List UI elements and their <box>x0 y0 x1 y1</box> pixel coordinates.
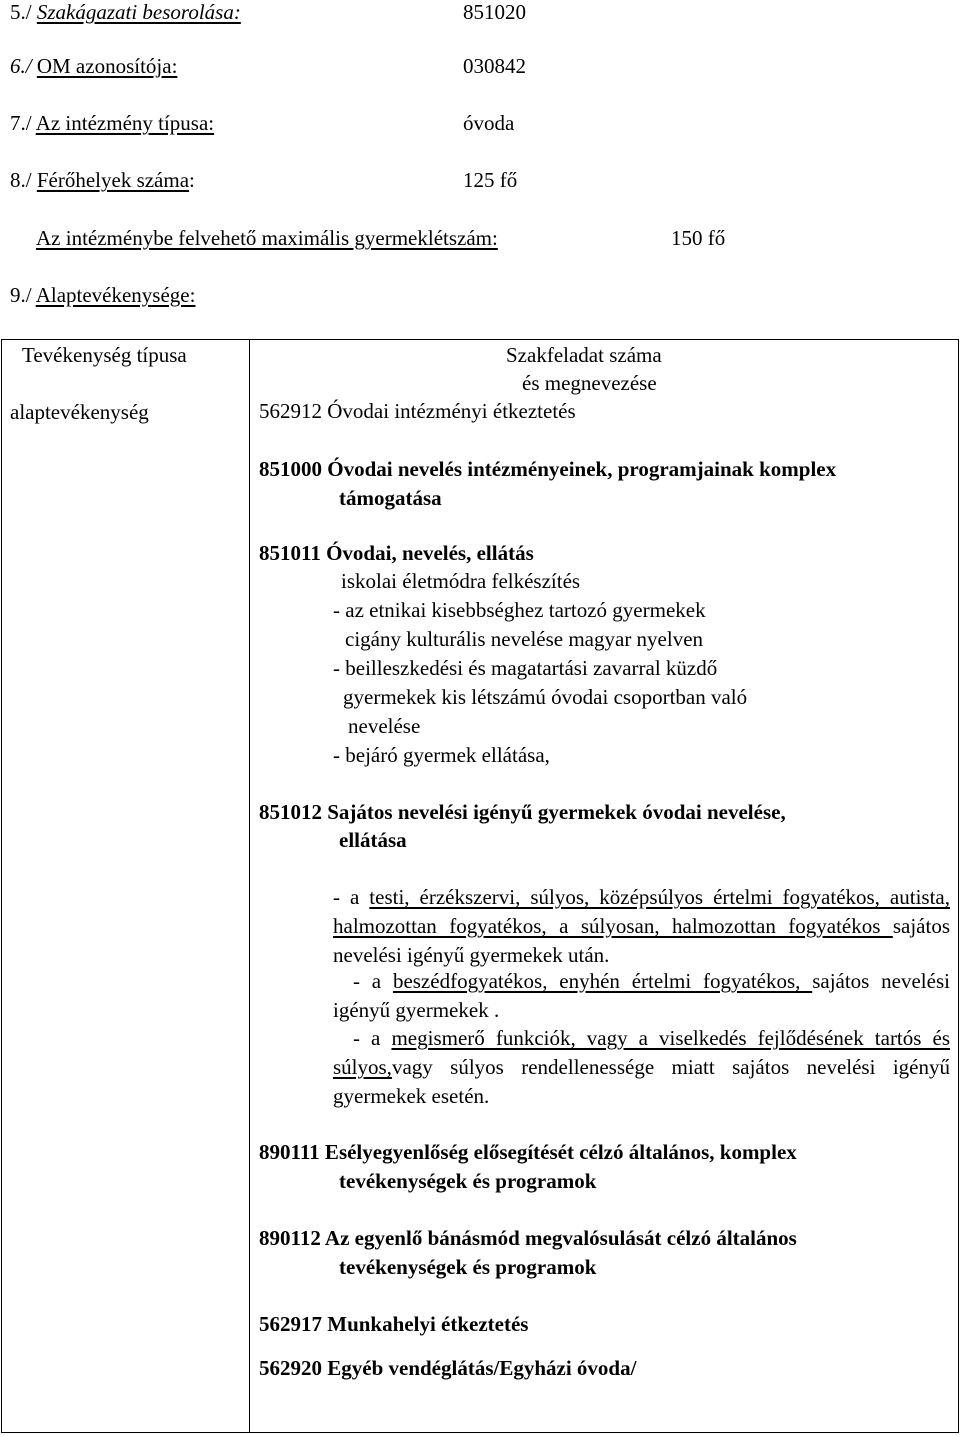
item-851011-line2: iskolai életmódra felkészítés <box>341 569 581 593</box>
item-562920: 562920 Egyéb vendéglátás/Egyházi óvoda/ <box>259 1356 637 1380</box>
sen-paragraph-1 <box>333 883 950 970</box>
item-851011-line7: nevelése <box>348 714 421 738</box>
col1-header: Tevékenység típusa <box>22 343 187 367</box>
item-851011-line6: gyermekek kis létszámú óvodai csoportban való <box>343 685 748 709</box>
col2-header-line2: és megnevezése <box>522 371 657 395</box>
item-851011-line8: - bejáró gyermek ellátása, <box>333 743 550 767</box>
info-num: 8./ <box>10 168 32 192</box>
activity-heading <box>10 281 195 310</box>
sen-p3-prefix: - a <box>353 1026 392 1050</box>
item-851011-line3: - az etnikai kisebbséghez tartozó gyermekek <box>333 598 706 622</box>
sen-paragraph-2 <box>333 967 950 1025</box>
item-890112-line2: tevékenységek és programok <box>339 1255 597 1279</box>
max-capacity-value: 150 fő <box>671 226 726 250</box>
info-value-8: 125 fő <box>463 168 518 192</box>
item-851011-line5: - beilleszkedési és magatartási zavarral küzdő <box>333 656 718 680</box>
column-divider <box>249 340 250 1432</box>
sen-p1-underlined: testi, érzékszervi, súlyos, középsúlyos értelmi fogyatékos, autista, halmozottan fogyatékos, a súlyosan, halmozottan fogyatékos <box>333 885 950 938</box>
activity-num: 9./ <box>10 283 32 307</box>
item-890111-line1: 890111 Esélyegyenlőség elősegítését célzó általános, komplex <box>259 1140 797 1164</box>
item-851012-line1: 851012 Sajátos nevelési igényű gyermekek óvodai nevelése, <box>259 800 786 824</box>
info-label: Az intézmény típusa: <box>35 111 215 135</box>
item-851000-line1: 851000 Óvodai nevelés intézményeinek, programjainak komplex <box>259 457 837 481</box>
item-562917: 562917 Munkahelyi étkeztetés <box>259 1312 529 1336</box>
max-capacity-label: Az intézménybe felvehető maximális gyermeklétszám: <box>36 226 498 250</box>
info-label: Szakágazati besorolása: <box>36 0 241 24</box>
info-value-6: 030842 <box>463 54 526 78</box>
item-890111-line2: tevékenységek és programok <box>339 1169 597 1193</box>
item-851011-line1: 851011 Óvodai, nevelés, ellátás <box>259 541 534 565</box>
item-890112-line1: 890112 Az egyenlő bánásmód megvalósulását célzó általános <box>259 1226 797 1250</box>
item-851000-line2: támogatása <box>339 486 442 510</box>
sen-p2-underlined: beszédfogyatékos, enyhén értelmi fogyatékos, <box>392 969 813 993</box>
info-value-7: óvoda <box>463 111 515 135</box>
sen-p3-rest: vagy súlyos rendellenessége miatt sajátos nevelési igényű gyermekek esetén. <box>333 1055 950 1108</box>
sen-paragraph-3 <box>333 1024 950 1111</box>
item-851012-line2: ellátása <box>339 828 407 852</box>
info-colon: : <box>189 168 195 192</box>
col2-header-line1: Szakfeladat száma <box>506 343 662 367</box>
activity-label: Alaptevékenysége: <box>35 283 196 307</box>
info-value-5: 851020 <box>463 0 526 24</box>
info-num: 5./ <box>10 0 32 24</box>
type-value: alaptevékenység <box>10 400 149 424</box>
sen-p2-prefix: - a <box>353 969 393 993</box>
info-row-5 <box>10 0 241 27</box>
info-row-7 <box>10 109 214 138</box>
info-label: OM azonosítója: <box>36 54 178 78</box>
info-row-8 <box>10 166 195 195</box>
sen-p1-prefix: - a <box>333 885 370 909</box>
item-562912: 562912 Óvodai intézményi étkeztetés <box>259 399 576 423</box>
item-851011-line4: cigány kulturális nevelése magyar nyelven <box>345 627 704 651</box>
info-num: 7./ <box>10 111 32 135</box>
sen-p1-rest: sajátos nevelési igényű gyermekek után. <box>333 914 950 967</box>
info-row-6 <box>10 52 177 81</box>
info-num: 6./ <box>10 54 32 78</box>
info-label: Férőhelyek száma <box>36 168 190 192</box>
sen-p3-underlined: megismerő funkciók, vagy a viselkedés fejlődésének tartós és súlyos, <box>333 1026 950 1079</box>
sen-p2-rest: sajátos nevelési igényű gyermekek . <box>333 969 950 1022</box>
